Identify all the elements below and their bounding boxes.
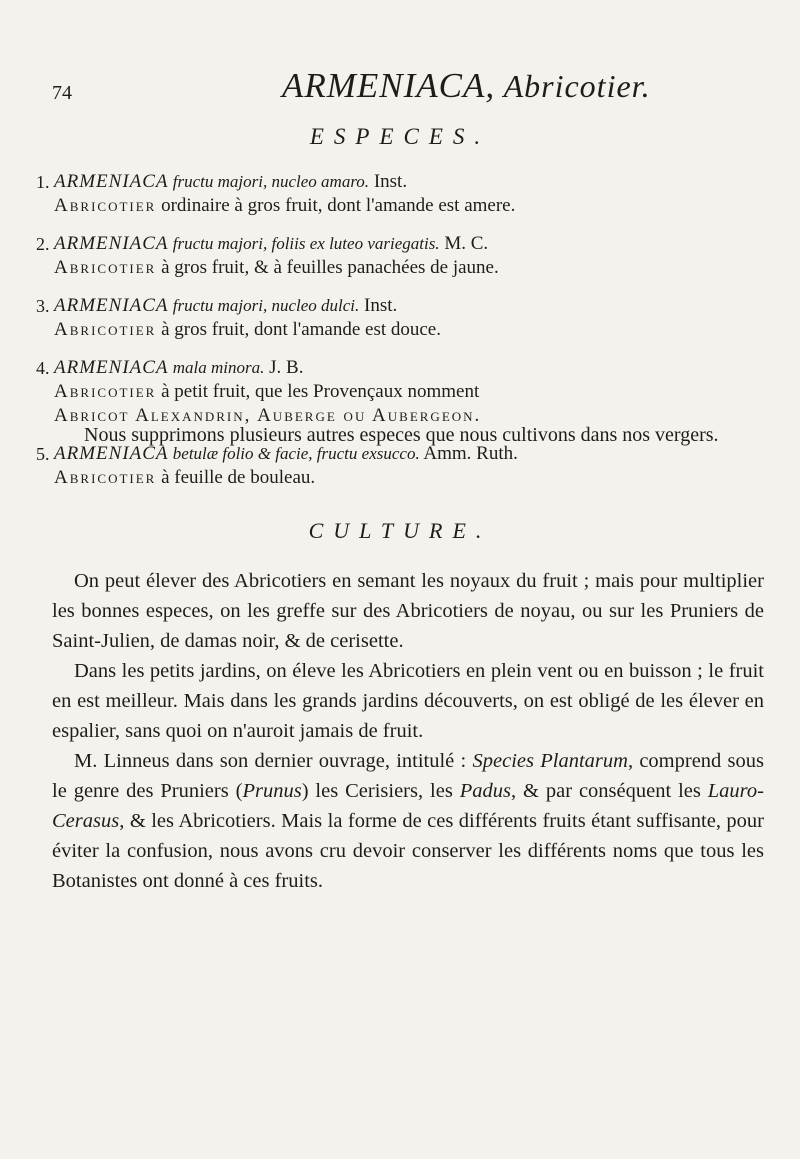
- species-french-desc: ordinaire à gros fruit, dont l'amande est amere.: [156, 195, 516, 216]
- species-author: J. B.: [264, 357, 304, 378]
- species-list: [36, 170, 776, 504]
- species-french-name: Abricotier: [54, 257, 157, 278]
- species-genus: ARMENIACA: [54, 171, 169, 192]
- species-number: 2.: [36, 234, 50, 254]
- species-french-desc: à gros fruit, & à feuilles panachées de jaune.: [156, 257, 499, 278]
- culture-text: [52, 566, 764, 896]
- species-genus: ARMENIACA: [54, 443, 169, 464]
- species-latin-name: fructu majori, nucleo amaro.: [168, 172, 370, 191]
- species-number: 4.: [36, 358, 50, 378]
- species-latin-name: betulæ folio & facie, fructu exsucco.: [168, 444, 420, 463]
- species-number: 1.: [36, 172, 50, 192]
- species-author: Inst.: [369, 171, 408, 192]
- species-entry: [36, 356, 776, 428]
- intro-paragraph: Nous supprimons plusieurs autres especes que nous cultivons dans nos vergers.: [84, 424, 719, 446]
- species-number: 3.: [36, 296, 50, 316]
- species-latin-name: fructu majori, nucleo dulci.: [168, 296, 360, 315]
- species-french-desc: à petit fruit, que les Provençaux nomment: [156, 381, 480, 402]
- species-author: Amm. Ruth.: [419, 443, 518, 464]
- species-genus: ARMENIACA: [54, 357, 169, 378]
- species-entry: [36, 170, 776, 218]
- species-entry: [36, 232, 776, 280]
- running-title-common: Abricotier.: [495, 68, 651, 104]
- species-genus: ARMENIACA: [54, 233, 169, 254]
- paragraph: On peut élever des Abricotiers en semant les noyaux du fruit ; mais pour multiplier les bonnes especes, on les greffe sur des Abricotiers de noyau, ou sur les Pruniers de Saint-Julien, de damas noir, & de cerisette.: [52, 570, 764, 652]
- species-french-name: Abricotier: [54, 467, 157, 488]
- species-french-desc: à gros fruit, dont l'amande est douce.: [156, 319, 441, 340]
- species-entry: [36, 294, 776, 342]
- species-latin-name: mala minora.: [168, 358, 265, 377]
- species-latin-name: fructu majori, foliis ex luteo variegatis.: [168, 234, 440, 253]
- page-header: [52, 66, 752, 110]
- species-genus: ARMENIACA: [54, 295, 169, 316]
- section-title-especes: ESPECES.: [309, 124, 491, 149]
- species-number: 5.: [36, 444, 50, 464]
- running-title: [282, 66, 651, 106]
- species-french-desc: à feuille de bouleau.: [156, 467, 316, 488]
- species-french-name: Abricotier: [54, 381, 157, 402]
- section-title-culture: CULTURE.: [308, 518, 492, 543]
- species-french-name: Abricotier: [54, 319, 157, 340]
- running-title-genus: ARMENIACA,: [282, 66, 496, 105]
- species-french-name: Abricotier: [54, 195, 157, 216]
- species-author: M. C.: [439, 233, 489, 254]
- species-author: Inst.: [359, 295, 398, 316]
- page-number: 74: [52, 82, 72, 104]
- species-french-synonyms: Abricot Alexandrin, Auberge ou Aubergeon.: [54, 405, 482, 426]
- paragraph: M. Linneus dans son dernier ouvrage, intitulé : Species Plantarum, comprend sous le genre des Pruniers (Prunus) les Cerisiers, les Padus, & par conséquent les Lauro-Cerasus, & les Abricotiers. Mais la forme de ces différents fruits étant suffisante, pour éviter la confusion, nous avons cru devoir conserver les différents noms que tous les Botanistes ont donné à ces fruits.: [52, 750, 765, 892]
- paragraph: Dans les petits jardins, on éleve les Abricotiers en plein vent ou en buisson ; le fruit en est meilleur. Mais dans les grands jardins découverts, on est obligé de les élever en espalier, sans quoi on n'auroit jamais de fruit.: [52, 660, 764, 742]
